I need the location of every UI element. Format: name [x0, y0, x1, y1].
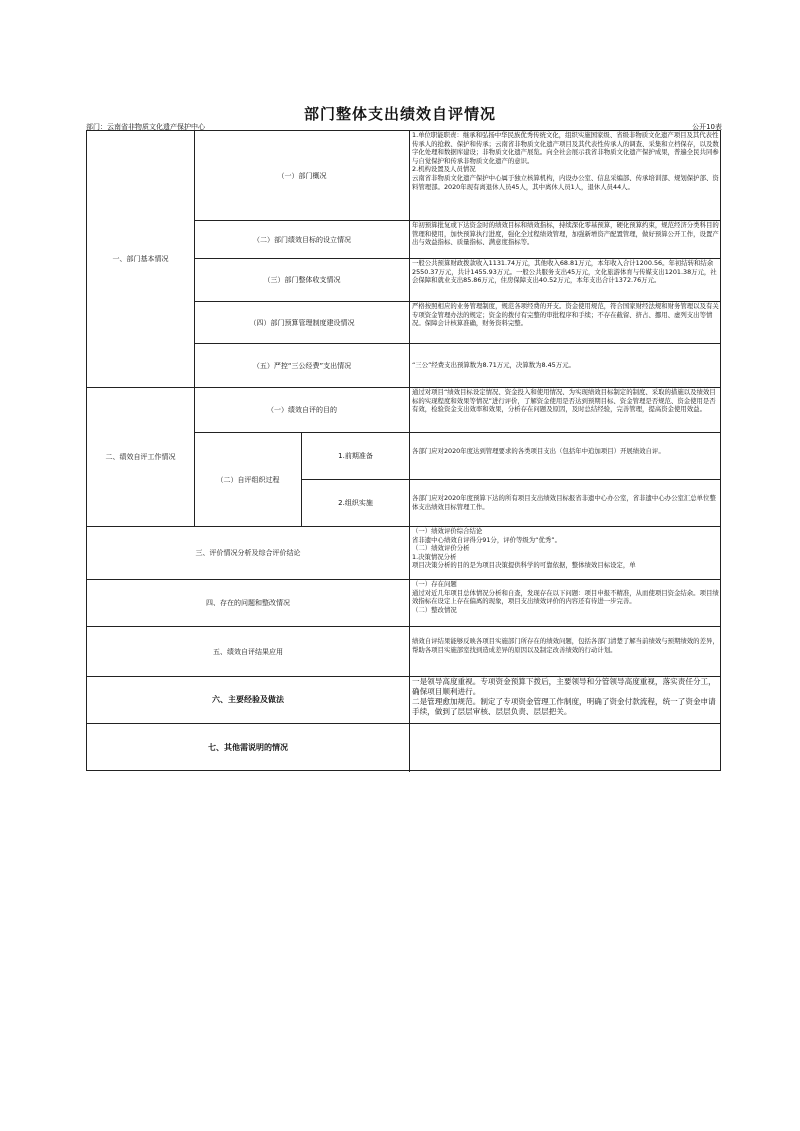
section-7-content	[410, 724, 721, 772]
section-1-2-label: （二）部门绩效目标的设立情况	[253, 235, 351, 244]
section-1-4-content: 严格按照相应的业务管理制度，规范各项经费的开支。资金使用规范，符合国家财经法规和财务管理以及有关专项资金管理办法的规定；资金的拨付有完整的审批程序和手续；不存在截留、挤占、挪用、虚列支出等情况。保障会计核算准确，财务资料完整。	[412, 302, 719, 328]
section-5-content: 绩效自评结果能够反映各项目实施部门所存在的绩效问题，包括各部门清楚了解当前绩效与预期绩效的差异，帮助各项目实施部室找到造成差异的原因以及制定改善绩效的行动计划。	[412, 637, 719, 654]
page-title: 部门整体支出绩效自评情况	[303, 105, 496, 123]
section-6-content: 一是领导高度重视。专项资金预算下拨后，主要领导和分管领导高度重视，落实责任分工，确保项目顺利进行。 二是管理愈加规范。制定了专项资金管理工作制度，明确了资金付款流程，统一了资金申请手续，做到了层层审核、层层负责、层层把关。	[412, 677, 716, 716]
section-2-2-2-label: 2.组织实施	[338, 499, 373, 507]
section-2-2-label: （二）自评组织过程	[216, 475, 280, 484]
section-2-2-1-content: 各部门应对2020年度达到管理要求的各类项目支出（包括年中追加项目）开展绩效自评。	[412, 447, 665, 455]
section-1-4-label: （四）部门预算管理制度建设情况	[249, 318, 355, 327]
section-2-1-content: 通过对项目“绩效目标设定情况、资金投入和使用情况、为实现绩效目标制定的制度、采取的措施以及绩效目标的实现程度和效果等情况”进行评价，了解资金使用是否达到预期目标、资金管理是否规范、资金使用是否有效，检验资金支出效率和效果，分析存在问题及原因，及时总结经验，完善管理，提高资金使用效益。	[412, 388, 716, 414]
section-5-label: 五、绩效自评结果应用	[213, 647, 283, 656]
section-6-label: 六、主要经验及做法	[212, 695, 284, 704]
section-3-label: 三、评价情况分析及综合评价结论	[195, 549, 301, 557]
department-label: 部门：云南省非物质文化遗产保护中心	[86, 123, 205, 131]
section-1-5-label: （五）严控“三公经费”支出情况	[252, 361, 352, 370]
section-2-1-label: （一）绩效自评的目的	[267, 406, 337, 414]
section-1-1-content: 1.单位职能职责：继承和弘扬中华民族优秀传统文化，组织实施国家级、省级非物质文化遗产项目及其代表性传承人的抢救、保护和传承；云南省非物质文化遗产项目及其代表性传承人的调查、采集和立档保存，以及数字化处理和数据库建设；非物质文化遗产展览。向全社会展示我省非物质文化遗产保护成果，普遍全民共同参与自觉保护和传承非物质文化遗产的意识。 2.机构设置及人员情况 云南省非物质文化遗产保护中心属于独立核算机构，内设办公室、信息采编部、传承培训部、规划保护部、资料管理部。2020年现有离退休人员45人，其中离休人员1人，退休人员44人。	[412, 131, 719, 191]
section-1-1-label: （一）部门概况	[277, 171, 327, 180]
section-7-label: 七、其他需说明的情况	[208, 743, 288, 752]
section-1-label: 一、部门基本情况	[112, 255, 169, 263]
section-1-5-content: “三公”经费支出预算数为8.71万元，决算数为8.45万元。	[412, 361, 575, 370]
section-1-3-content: 一般公共预算财政拨款收入1131.74万元，其他收入68.81万元，本年收入合计1200.56。年初结转和结余2550.37万元，共计1455.93万元。一般公共服务支出45万元，文化旅游体育与传媒支出1201.38万元，社会保障和就业支出85.86万元，住房保障支出40.52万元，本年支出合计1372.76万元。	[412, 259, 717, 285]
evaluation-table	[86, 130, 721, 771]
section-2-label: 二、绩效自评工作情况	[105, 452, 176, 461]
section-4-label: 四、存在的问题和整改情况	[206, 599, 290, 607]
section-4-content: （一）存在问题 通过对近几年项目总体情况分析和自查，发现存在以下问题：项目申报不精准，从而使项目资金结余。项目绩效指标在设定上存在偏离的现象，项目支出绩效评价的内容还有待进一步完善。 （二）整改情况	[412, 580, 719, 614]
section-2-2-2-content: 各部门应对2020年度预算下达的所有项目支出绩效目标报省非遗中心办公室，省非遗中心办公室汇总单位整体支出绩效目标管理工作。	[412, 494, 716, 511]
section-3-content: （一）绩效评价综合结论 省非遗中心绩效自评得分91分，评价等级为“优秀”。 （二）绩效评价分析 1.决策情况分析 项目决策分析的目的是为项目决策提供科学的可靠依据，整体绩效目标设定，单	[412, 527, 636, 570]
section-1-2-content: 年初预算批复或下达资金时的绩效目标和绩效指标，持续深化零基预算，硬化预算约束，规范经济分类科目的管理和使用，加快预算执行进度，强化全过程绩效管理，加强新增资产配置管理，做好预算公开工作，设置产出与效益指标、质量指标、满意度指标等。	[412, 221, 719, 247]
form-number: 公开10表	[692, 123, 722, 131]
section-2-2-1-label: 1.前期准备	[338, 452, 373, 460]
section-1-3-label: （三）部门整体收支情况	[263, 276, 341, 284]
